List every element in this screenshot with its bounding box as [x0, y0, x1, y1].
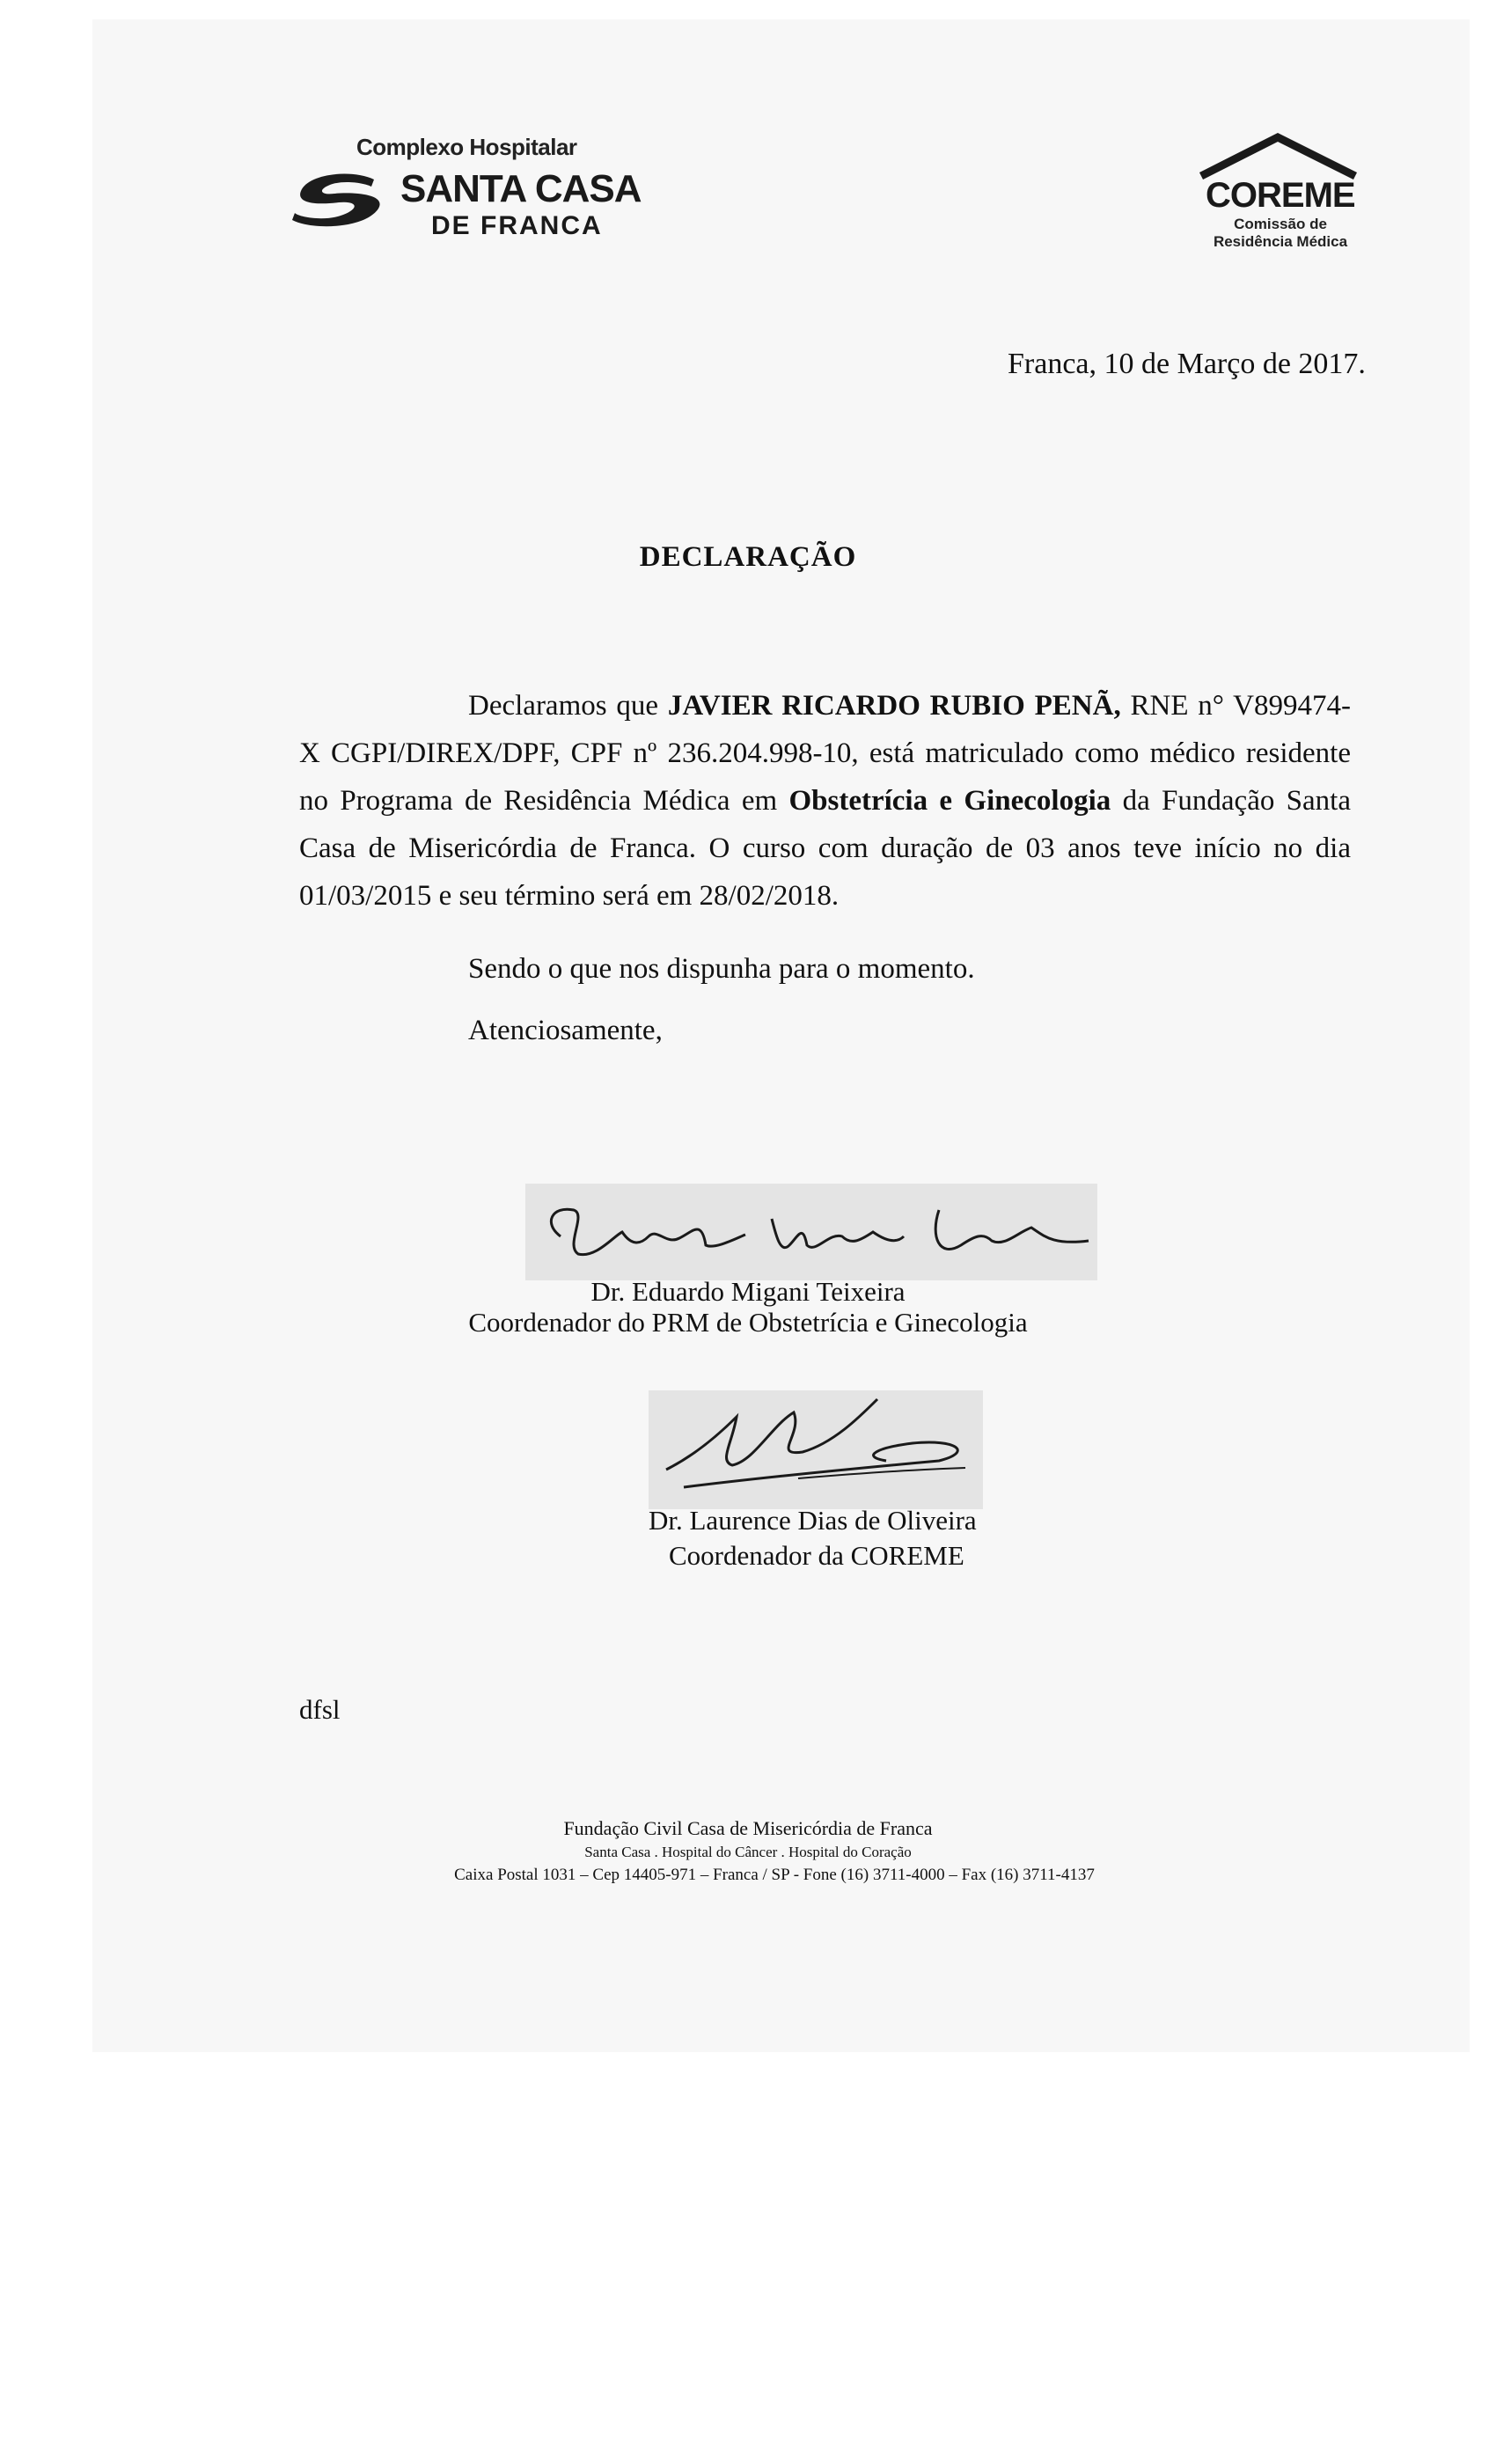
closing-line: Sendo o que nos dispunha para o momento.	[468, 953, 975, 985]
footer-line-3: Caixa Postal 1031 – Cep 14405-971 – Franca / SP - Fone (16) 3711-4000 – Fax (16) 3711-4137	[454, 1866, 1095, 1884]
signatory-1-role: Coordenador do PRM de Obstetrícia e Ginecologia	[468, 1307, 1028, 1338]
logo-complex-label: Complexo Hospitalar	[356, 134, 577, 160]
signature-laurence-icon	[649, 1390, 983, 1509]
coreme-title: COREME	[1206, 176, 1355, 215]
signatory-1-name: Dr. Eduardo Migani Teixeira	[590, 1276, 906, 1307]
body-text-2: da Fundação Santa Casa de Misericórdia de Franca. O curso com duração de 03 anos teve início no dia 01/03/2015 e seu término será em 28/02/2018.	[299, 785, 1351, 912]
signatory-2-role: Coordenador da COREME	[669, 1540, 964, 1571]
declaration-body	[299, 682, 1351, 920]
program-name: Obstetrícia e Ginecologia	[788, 785, 1111, 817]
body-intro: Declaramos que	[468, 690, 668, 722]
santa-casa-logo	[290, 132, 660, 246]
coreme-subtitle-line2: Residência Médica	[1213, 233, 1348, 250]
footer-line-2: Santa Casa . Hospital do Câncer . Hospital do Coração	[584, 1844, 912, 1860]
roof-icon	[1197, 132, 1360, 180]
coreme-logo	[1192, 132, 1364, 255]
footer-line-1: Fundação Civil Casa de Misericórdia de Franca	[563, 1817, 933, 1839]
body-text-1: RNE n° V899474-X CGPI/DIREX/DPF, CPF nº 236.204.998-10, está matriculado como médico residente no Programa de Residência Médica em	[299, 690, 1351, 817]
document-date: Franca, 10 de Março de 2017.	[1008, 348, 1366, 380]
santa-casa-emblem-icon	[290, 169, 387, 231]
scanned-page	[92, 19, 1470, 2052]
logo-name-line2: DE FRANCA	[431, 211, 603, 240]
typist-initials: dfsl	[299, 1694, 341, 1725]
signature-eduardo-icon	[525, 1184, 1097, 1280]
logo-name-line1: SANTA CASA	[400, 167, 642, 210]
resident-name: JAVIER RICARDO RUBIO PENÃ,	[667, 690, 1121, 722]
coreme-subtitle-line1: Comissão de	[1234, 216, 1327, 232]
document-heading: DECLARAÇÃO	[639, 541, 857, 573]
salutation: Atenciosamente,	[468, 1015, 663, 1046]
signatory-2-name: Dr. Laurence Dias de Oliveira	[649, 1505, 977, 1536]
